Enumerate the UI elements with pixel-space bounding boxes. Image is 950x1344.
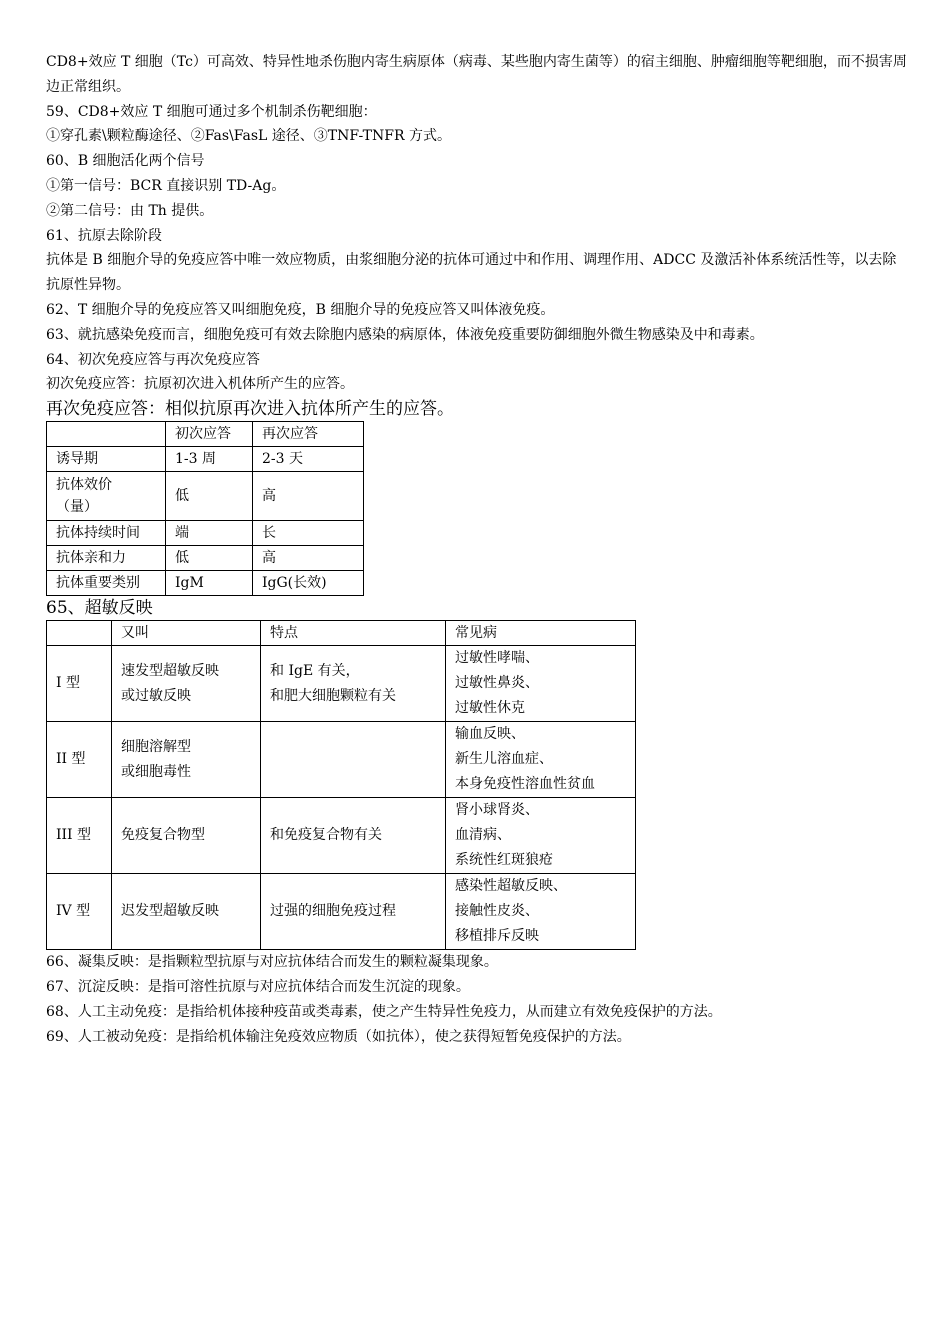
table-cell: II 型 bbox=[47, 722, 112, 798]
table-cell: III 型 bbox=[47, 798, 112, 874]
item-63: 63、就抗感染免疫而言，细胞免疫可有效去除胞内感染的病原体，体液免疫重要防御细胞外微生物感染及中和毒素。 bbox=[46, 326, 764, 343]
item-59-mechanisms: ①穿孔素\颗粒酶途径、②Fas\FasL 途径、③TNF-TNFR 方式。 bbox=[46, 128, 451, 145]
table-header-row bbox=[47, 621, 636, 646]
item-65-title: 65、超敏反映 bbox=[46, 598, 153, 619]
table-cell: 再次应答 bbox=[253, 422, 364, 447]
item-68: 68、人工主动免疫：是指给机体接种疫苗或类毒素，使之产生特异性免疫力，从而建立有效免疫保护的方法。 bbox=[46, 1003, 722, 1020]
table-cell bbox=[47, 621, 112, 646]
item-64-title: 64、初次免疫应答与再次免疫应答 bbox=[46, 351, 260, 368]
item-59-title: 59、CD8+效应 T 细胞可通过多个机制杀伤靶细胞： bbox=[46, 103, 377, 120]
primary-response-line: 初次免疫应答：抗原初次进入机体所产生的应答。 bbox=[46, 376, 354, 393]
item-60-title: 60、B 细胞活化两个信号 bbox=[46, 153, 205, 170]
table-cell: 1-3 周 bbox=[166, 447, 253, 472]
table-cell: I 型 bbox=[47, 646, 112, 722]
table-row bbox=[47, 798, 636, 874]
response-comparison-table bbox=[46, 421, 364, 596]
table-cell: 高 bbox=[253, 546, 364, 571]
table-cell: 初次应答 bbox=[166, 422, 253, 447]
table-cell: 肾小球肾炎、 血清病、 系统性红斑狼疮 bbox=[446, 798, 636, 874]
table-cell: 免疫复合物型 bbox=[112, 798, 261, 874]
table-cell: 速发型超敏反映 或过敏反映 bbox=[112, 646, 261, 722]
table-cell: 常见病 bbox=[446, 621, 636, 646]
table-row bbox=[47, 646, 636, 722]
table-cell: 低 bbox=[166, 472, 253, 521]
table-cell: 抗体持续时间 bbox=[47, 521, 166, 546]
table-cell: 又叫 bbox=[112, 621, 261, 646]
item-66: 66、凝集反映：是指颗粒型抗原与对应抗体结合而发生的颗粒凝集现象。 bbox=[46, 954, 498, 971]
item-60-signal-1: ①第一信号：BCR 直接识别 TD-Ag。 bbox=[46, 177, 286, 194]
table-cell: IgG(长效) bbox=[253, 571, 364, 596]
table-cell: 高 bbox=[253, 472, 364, 521]
item-62: 62、T 细胞介导的免疫应答又叫细胞免疫，B 细胞介导的免疫应答又叫体液免疫。 bbox=[46, 301, 555, 318]
item-67: 67、沉淀反映：是指可溶性抗原与对应抗体结合而发生沉淀的现象。 bbox=[46, 978, 470, 995]
table-cell: 抗体重要类别 bbox=[47, 571, 166, 596]
table-cell: IV 型 bbox=[47, 874, 112, 950]
table-cell: 和 IgE 有关， 和肥大细胞颗粒有关 bbox=[261, 646, 446, 722]
table-cell: 过强的细胞免疫过程 bbox=[261, 874, 446, 950]
item-61-title: 61、抗原去除阶段 bbox=[46, 227, 162, 244]
table-cell: 特点 bbox=[261, 621, 446, 646]
hypersensitivity-table bbox=[46, 620, 636, 950]
table-cell: 细胞溶解型 或细胞毒性 bbox=[112, 722, 261, 798]
table-cell: 输血反映、 新生儿溶血症、 本身免疫性溶血性贫血 bbox=[446, 722, 636, 798]
table-cell: 低 bbox=[166, 546, 253, 571]
table-cell: 迟发型超敏反映 bbox=[112, 874, 261, 950]
table-row bbox=[47, 722, 636, 798]
table-row bbox=[47, 472, 364, 521]
table-row bbox=[47, 546, 364, 571]
table-cell: 长 bbox=[253, 521, 364, 546]
table-cell bbox=[47, 422, 166, 447]
table-cell: IgM bbox=[166, 571, 253, 596]
document-page bbox=[46, 50, 908, 1049]
table-cell bbox=[261, 722, 446, 798]
paragraph-tc-cells: CD8+效应 T 细胞（Tc）可高效、特异性地杀伤胞内寄生病原体（病毒、某些胞内寄生菌等）的宿主细胞、肿瘤细胞等靶细胞，而不损害周边正常组织。 bbox=[46, 54, 907, 95]
table-cell: 感染性超敏反映、 接触性皮炎、 移植排斥反映 bbox=[446, 874, 636, 950]
table-cell: 诱导期 bbox=[47, 447, 166, 472]
table-cell: 端 bbox=[166, 521, 253, 546]
table-cell: 抗体效价 （量） bbox=[47, 472, 166, 521]
table-row bbox=[47, 571, 364, 596]
table-row bbox=[47, 521, 364, 546]
table-row bbox=[47, 447, 364, 472]
table-header-row bbox=[47, 422, 364, 447]
table-cell: 和免疫复合物有关 bbox=[261, 798, 446, 874]
item-61-body: 抗体是 B 细胞介导的免疫应答中唯一效应物质，由浆细胞分泌的抗体可通过中和作用、调理作用、ADCC 及激活补体系统活性等，以去除抗原性异物。 bbox=[46, 252, 897, 294]
table-row bbox=[47, 874, 636, 950]
table-cell: 2-3 天 bbox=[253, 447, 364, 472]
table-cell: 抗体亲和力 bbox=[47, 546, 166, 571]
item-69: 69、人工被动免疫：是指给机体输注免疫效应物质（如抗体），使之获得短暂免疫保护的方法。 bbox=[46, 1028, 631, 1045]
secondary-response-line: 再次免疫应答：相似抗原再次进入抗体所产生的应答。 bbox=[46, 399, 454, 420]
table-cell: 过敏性哮喘、 过敏性鼻炎、 过敏性休克 bbox=[446, 646, 636, 722]
item-60-signal-2: ②第二信号：由 Th 提供。 bbox=[46, 202, 214, 219]
